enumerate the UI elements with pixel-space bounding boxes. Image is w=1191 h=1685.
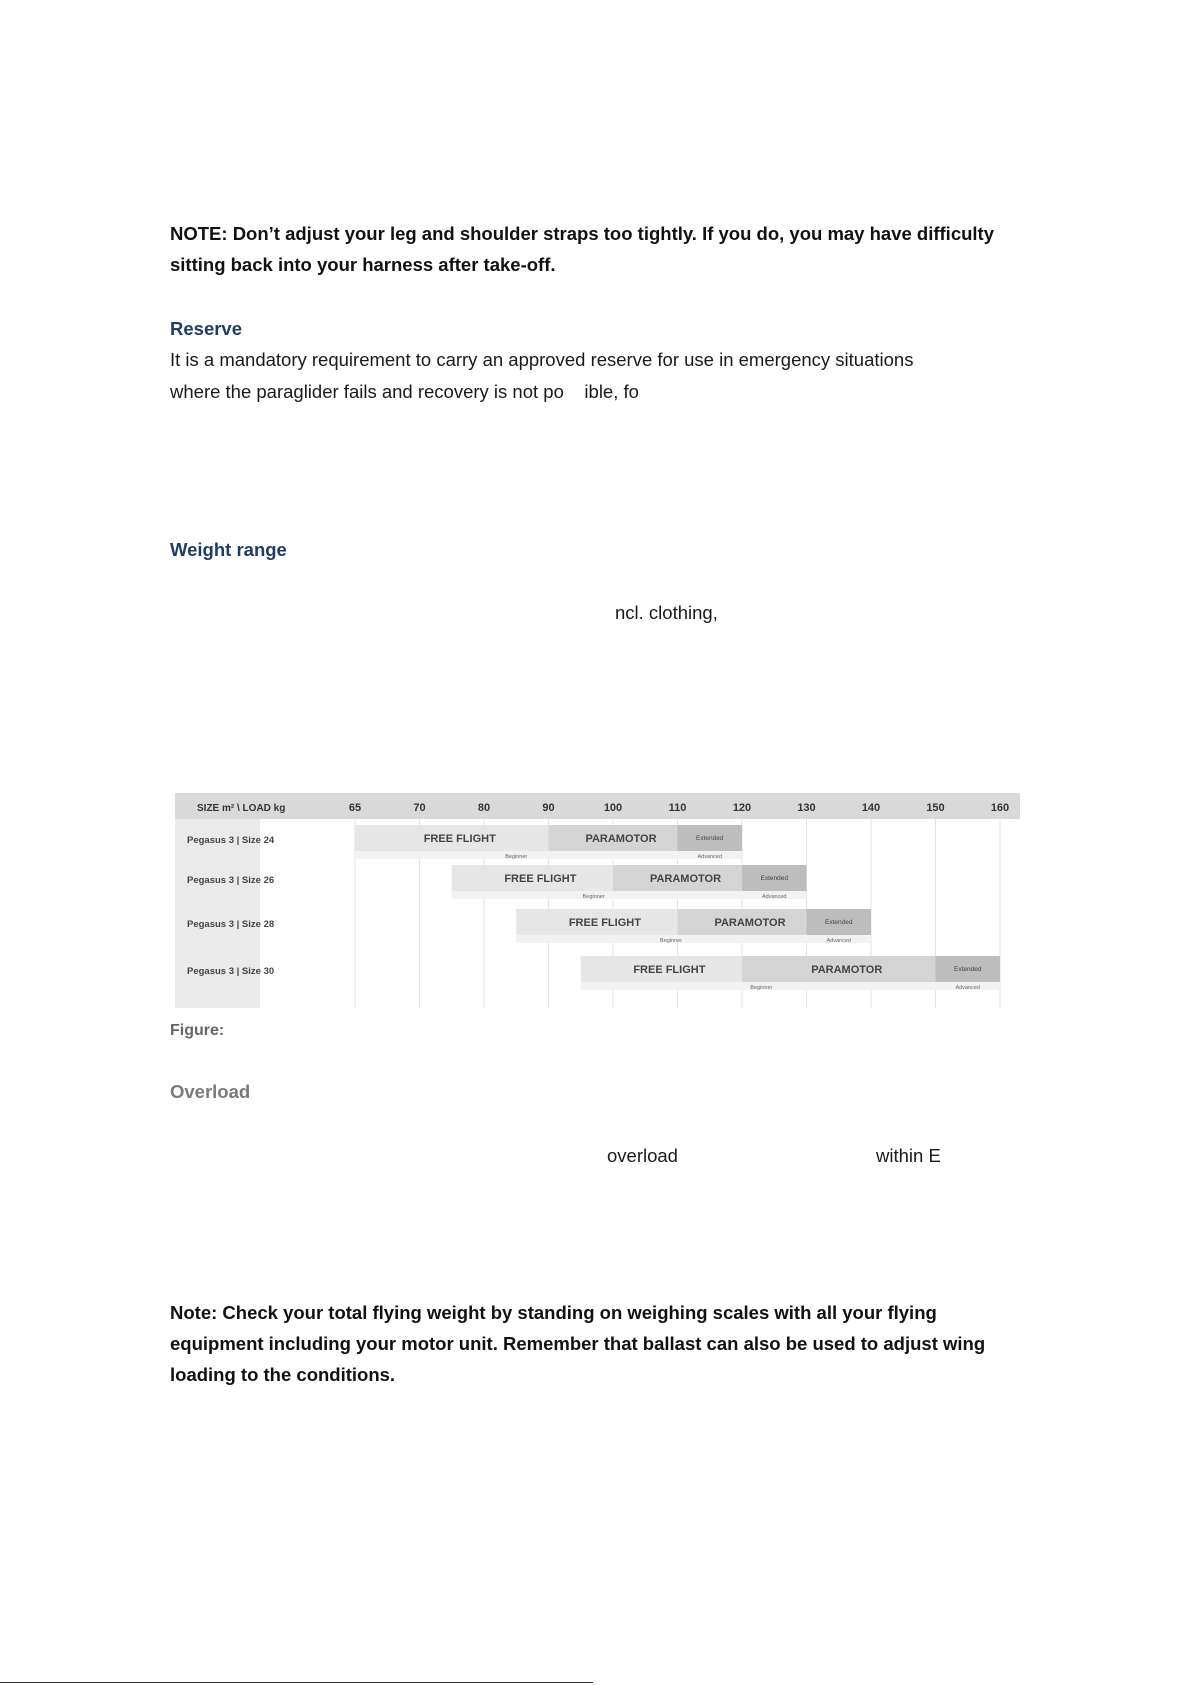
note-straps: NOTE: Don’t adjust your leg and shoulder straps too tightly. If you do, you may have difficulty sitting back into your harness after take-off. bbox=[170, 223, 994, 275]
paramotor-label: PARAMOTOR bbox=[714, 917, 786, 929]
tick-label: 90 bbox=[542, 802, 555, 814]
advanced-label: Advanced bbox=[697, 854, 722, 860]
reserve-line-2: where the paraglider fails and recovery is not po ible, fo bbox=[170, 381, 639, 402]
advanced-label: Advanced bbox=[955, 985, 980, 991]
note-weight-check: Note: Check your total flying weight by standing on weighing scales with all your flying equipment including your motor unit. Remember that ballast can also be used to adjust wing loading to the conditions. bbox=[170, 1302, 986, 1385]
level-strip bbox=[581, 982, 1000, 990]
advanced-label: Advanced bbox=[762, 894, 787, 900]
weight-range-fragment: ncl. clothing, bbox=[615, 602, 718, 623]
weight-range-chart bbox=[175, 793, 1020, 1008]
free-flight-label: FREE FLIGHT bbox=[423, 833, 496, 845]
chart-header-band bbox=[175, 793, 1020, 819]
tick-label: 65 bbox=[348, 802, 362, 814]
row-label: Pegasus 3 | Size 30 bbox=[187, 966, 275, 977]
weight-range-heading: Weight range bbox=[170, 539, 287, 560]
reserve-line-1: It is a mandatory requirement to carry an approved reserve for use in emergency situations bbox=[170, 349, 914, 370]
level-strip bbox=[516, 935, 871, 943]
chart-label-column bbox=[175, 819, 260, 1008]
tick-label: 140 bbox=[861, 802, 881, 814]
level-strip bbox=[355, 851, 742, 859]
paramotor-label: PARAMOTOR bbox=[649, 873, 722, 885]
extended-label: Extended bbox=[696, 835, 724, 842]
beginner-label: Beginner bbox=[505, 854, 528, 860]
footer-rule bbox=[0, 1682, 593, 1683]
extended-label: Extended bbox=[760, 875, 788, 882]
level-strip bbox=[452, 891, 807, 899]
tick-label: 70 bbox=[413, 802, 426, 814]
tick-label: 120 bbox=[732, 802, 752, 814]
beginner-label: Beginner bbox=[660, 938, 683, 944]
advanced-label: Advanced bbox=[826, 938, 851, 944]
paramotor-label: PARAMOTOR bbox=[811, 964, 883, 976]
free-flight-label: FREE FLIGHT bbox=[568, 917, 641, 929]
tick-label: 80 bbox=[477, 802, 491, 814]
beginner-label: Beginner bbox=[750, 985, 773, 991]
row-label: Pegasus 3 | Size 24 bbox=[187, 835, 275, 846]
tick-label: 100 bbox=[603, 802, 623, 814]
tick-label: 130 bbox=[797, 802, 816, 814]
tick-label: 110 bbox=[668, 802, 687, 814]
beginner-label: Beginner bbox=[582, 894, 605, 900]
chart-header-label: SIZE m² \ LOAD kg bbox=[197, 803, 286, 814]
extended-label: Extended bbox=[825, 919, 853, 926]
figure-label: Figure: bbox=[170, 1022, 225, 1039]
overload-fragment-1: overload bbox=[607, 1145, 678, 1166]
extended-label: Extended bbox=[954, 966, 982, 973]
tick-label: 150 bbox=[926, 802, 945, 814]
overload-heading: Overload bbox=[170, 1081, 251, 1102]
tick-label: 160 bbox=[990, 802, 1010, 814]
row-label: Pegasus 3 | Size 26 bbox=[187, 875, 275, 886]
reserve-heading: Reserve bbox=[170, 318, 243, 339]
overload-fragment-2: within E bbox=[876, 1145, 941, 1166]
row-label: Pegasus 3 | Size 28 bbox=[187, 919, 275, 930]
paramotor-label: PARAMOTOR bbox=[585, 833, 657, 845]
free-flight-label: FREE FLIGHT bbox=[504, 873, 577, 885]
free-flight-label: FREE FLIGHT bbox=[633, 964, 706, 976]
